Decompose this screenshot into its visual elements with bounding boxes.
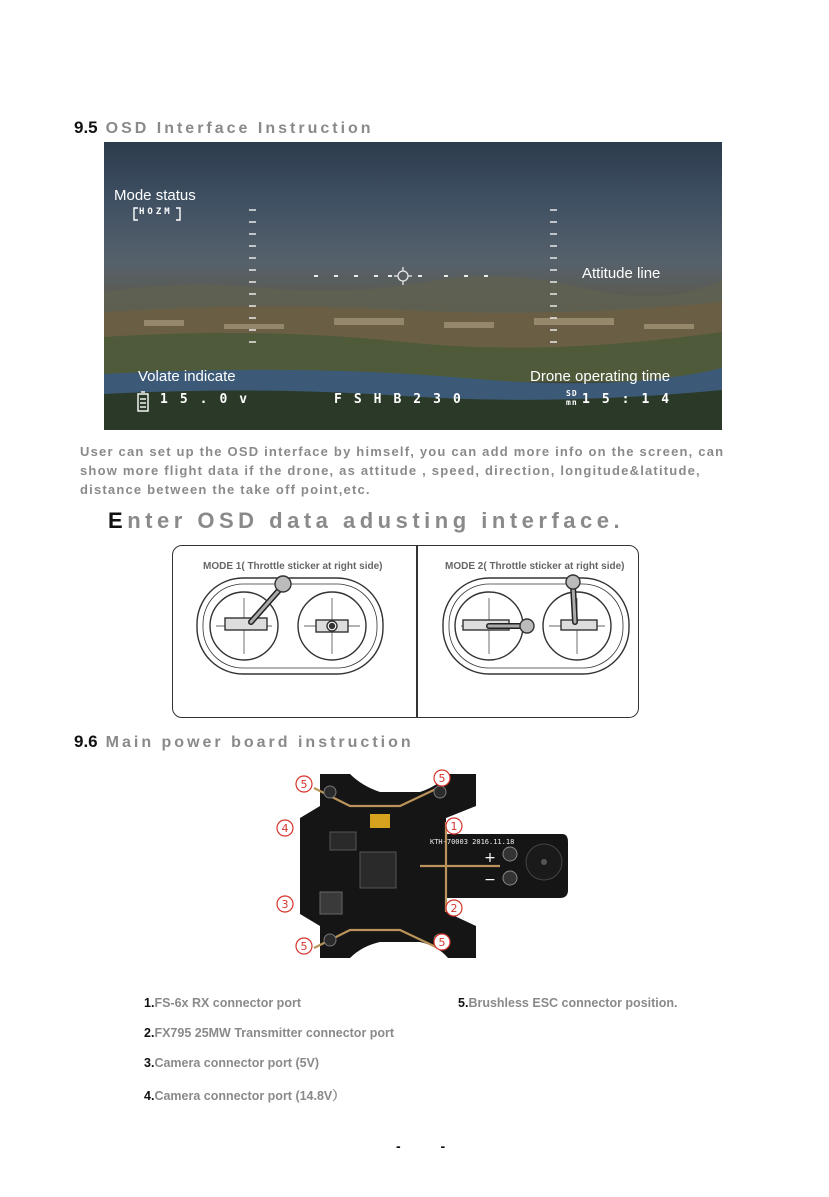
legend-item-3: 3.Camera connector port (5V): [144, 1056, 320, 1070]
marker-5a: [296, 776, 312, 792]
svg-text:5: 5: [300, 940, 308, 953]
mode-status-label: Mode status: [114, 187, 196, 204]
legend-item-2: 2.FX795 25MW Transmitter connector port: [144, 1026, 395, 1040]
svg-text:2: 2: [450, 902, 458, 915]
voltage-label: Volate indicate: [138, 368, 236, 385]
section-title-osd: [74, 118, 374, 138]
attitude-line: [314, 275, 488, 277]
time-unit-top: SD: [566, 389, 578, 398]
marker-4: [277, 820, 293, 836]
svg-text:5: 5: [300, 778, 308, 791]
svg-text:4: 4: [281, 822, 289, 835]
section-number: 9.5: [74, 118, 98, 137]
svg-text:5: 5: [438, 772, 446, 785]
voltage-value: 15.0v: [160, 392, 260, 407]
svg-text:−: −: [484, 872, 496, 888]
svg-text:5: 5: [438, 936, 446, 949]
legend-item-4: 4.Camera connector port (14.8V）: [144, 1089, 345, 1103]
marker-5b: [434, 770, 450, 786]
marker-2: [446, 900, 462, 916]
time-value: 15:14: [582, 392, 682, 407]
time-unit-bottom: mn: [566, 398, 578, 407]
page-number: - -: [396, 1138, 464, 1154]
power-board-illustration: [270, 762, 570, 968]
section-title-text: OSD Interface Instruction: [105, 120, 374, 137]
mode2-transmitter: [443, 575, 629, 674]
mode-value: HOZM: [139, 207, 173, 217]
section-number: 9.6: [74, 732, 98, 751]
operating-time-label: Drone operating time: [530, 368, 671, 385]
legend-item-5: 5.Brushless ESC connector position.: [458, 996, 678, 1010]
marker-1: [446, 818, 462, 834]
osd-scene: [104, 142, 722, 430]
osd-center-code: FSHB230: [334, 392, 473, 407]
enter-osd-heading: [108, 508, 624, 534]
attitude-label: Attitude line: [582, 265, 661, 282]
enter-osd-rest: nter OSD data adusting interface.: [127, 508, 625, 533]
mode1-transmitter: [197, 576, 383, 674]
enter-osd-first-letter: E: [108, 508, 128, 533]
mode2-label: MODE 2( Throttle sticker at right side): [445, 561, 625, 572]
transmitter-illustration: [173, 546, 638, 717]
power-board-photo: [270, 762, 570, 968]
marker-5c: [296, 938, 312, 954]
marker-3: [277, 896, 293, 912]
svg-text:1: 1: [450, 820, 458, 833]
section-title-text: Main power board instruction: [105, 734, 414, 751]
marker-5d: [434, 934, 450, 950]
legend-item-1: 1.FS-6x RX connector port: [144, 996, 301, 1010]
section-title-power: [74, 732, 414, 752]
osd-description: User can set up the OSD interface by himself, you can add more info on the screen, can show more flight data if the drone, as attitude , speed, direction, longitude&latitude, distance between the take off point,etc.: [80, 444, 725, 497]
svg-text:+: +: [484, 850, 496, 866]
pcb-label: KTH-70003 2016.11.18: [430, 838, 515, 846]
crosshair-icon: [394, 267, 412, 285]
mode1-label: MODE 1( Throttle sticker at right side): [203, 561, 383, 572]
mode-illustration-box: [172, 545, 639, 718]
svg-text:3: 3: [281, 898, 289, 911]
osd-screenshot: [104, 142, 722, 430]
